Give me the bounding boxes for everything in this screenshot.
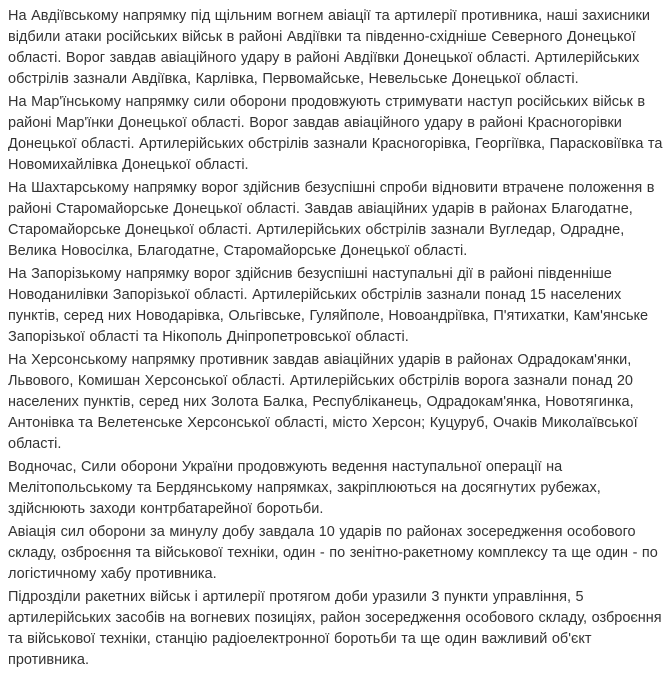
paragraph-aviation-strikes: Авіація сил оборони за минулу добу завдала 10 ударів по районах зосередження особового складу, озброєння та військової техніки, один - по зенітно-ракетному комплексу та ще один - по логістичному хабу противника. <box>8 524 663 582</box>
paragraph-shakhtarske-direction: На Шахтарському напрямку ворог здійснив безуспішні спроби відновити втрачене положення в районі Старомайорське Донецької області. Завдав авіаційних ударів в районах Благодатне, Старомайорське Донецької області. Артилерійських обстрілів зазнали Вугледар, Одрадне, Велика Новосілка, Благодатне, Старомайорське Донецької області. <box>8 180 660 259</box>
paragraph-avdiivka-direction: На Авдіївському напрямку під щільним вогнем авіації та артилерії противника, наші захисники відбили атаки російських військ в районі Авдіївки та південно-східніше Северного Донецької області. Ворог завдав авіаційного удару в районі Авдіївки Донецької області. Артилерійських обстрілів зазнали Авдіївка, Карлівка, Первомайське, Невельське Донецької області. <box>8 8 660 87</box>
paragraph-kherson-direction: На Херсонському напрямку противник завдав авіаційних ударів в районах Одрадокам'янки, Львового, Комишан Херсонської області. Артилерійських обстрілів ворога зазнали понад 20 населених пунктів, серед них Золота Балка, Республіканець, Одрадокам'янка, Новотягинка, Антонівка та Велетенське Херсонської області, місто Херсон; Куцуруб, Очаків Миколаївської області. <box>8 352 643 452</box>
paragraph-offensive-operation: Водночас, Сили оборони України продовжують ведення наступальної операції на Мелітопольському та Бердянському напрямках, закріплюються на досягнутих рубежах, здійснюють заходи контрбатарейної боротьби. <box>8 459 606 517</box>
paragraph-mariinka-direction: На Мар'їнському напрямку сили оборони продовжують стримувати наступ російських військ в районі Мар'їнки Донецької області. Ворог завдав авіаційного удару в районі Красногорівки Донецької області. Артилерійських обстрілів зазнали Красногорівка, Георгіївка, Парасковіївка та Новомихайлівка Донецької області. <box>8 94 667 173</box>
paragraph-missile-artillery: Підрозділи ракетних військ і артилерії протягом доби уразили 3 пункти управління, 5 артилерійських засобів на вогневих позиціях, район зосередження особового складу, озброєння та військової техніки, станцію радіоелектронної боротьби та ще один важливий об'єкт противника. <box>8 589 667 668</box>
paragraph-zaporizhzhia-direction: На Запорізькому напрямку ворог здійснив безуспішні наступальні дії в районі південніше Новоданилівки Запорізької області. Артилерійських обстрілів зазнали понад 15 населених пунктів, серед них Новодарівка, Ольгівське, Гуляйполе, Новоандріївка, П'ятихатки, Кам'янське Запорізької області та Нікополь Дніпропетровської області. <box>8 266 653 345</box>
